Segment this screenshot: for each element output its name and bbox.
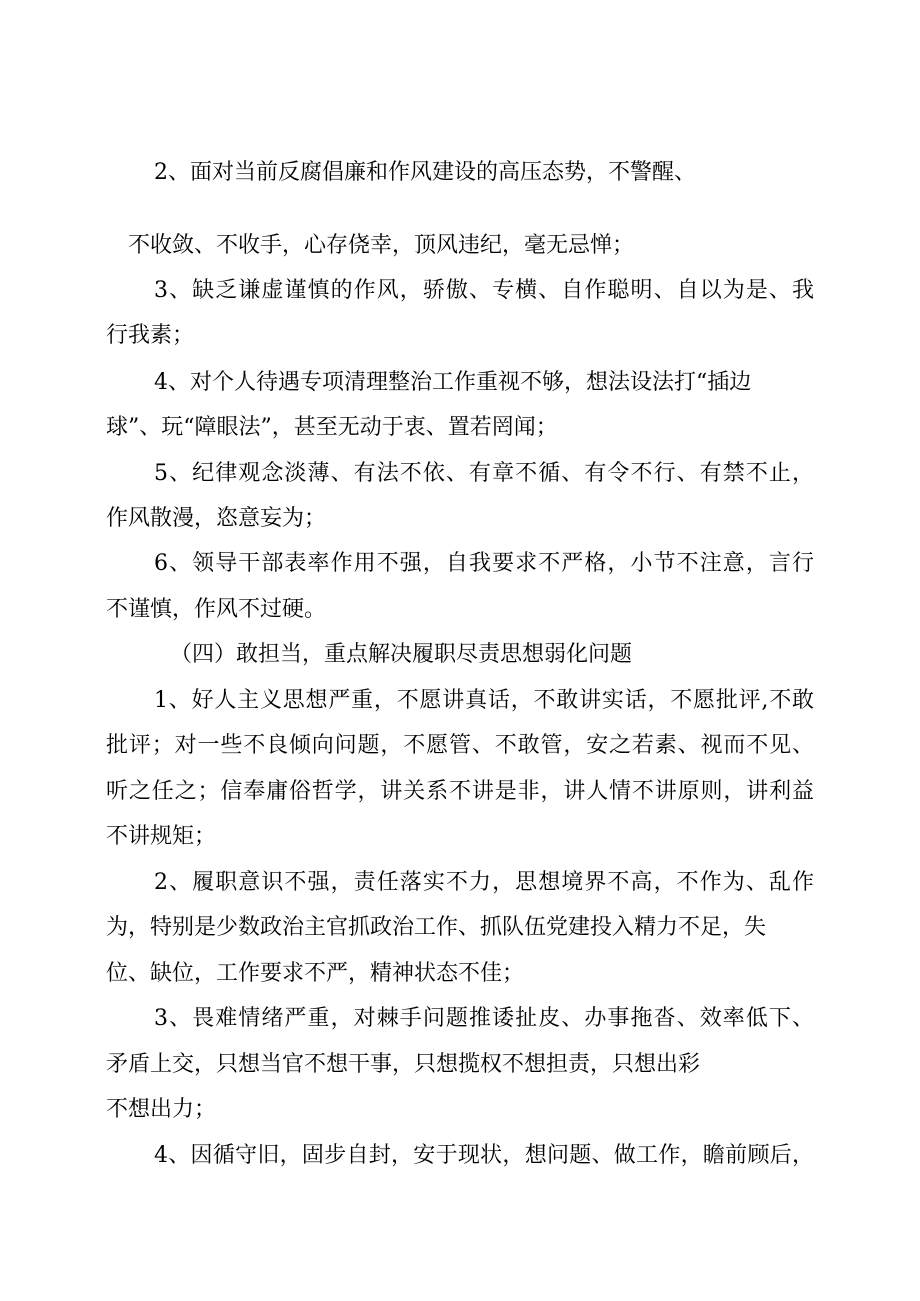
paragraph-6-line-1: 6、领导干部表率作用不强，自我要求不严格，小节不注意，言行 <box>154 551 814 576</box>
paragraph-3-line-2: 行我素； <box>106 323 195 348</box>
paragraph-5-line-2: 作风散漫，恣意妄为； <box>106 506 327 531</box>
paragraph-4-line-2: 球”、玩“障眼法”，甚至无动于衷、置若罔闻； <box>106 415 558 440</box>
item-2-line-1: 2、履职意识不强，责任落实不力，思想境界不高，不作为、乱作 <box>154 870 814 895</box>
paragraph-2-line-1: 2、面对当前反腐倡廉和作风建设的高压态势，不警醒、 <box>154 160 696 185</box>
paragraph-2-line-2: 不收敛、不收手，心存侥幸，顶风违纪，毫无忌惮； <box>128 233 635 258</box>
item-1-line-3: 听之任之；信奉庸俗哲学，讲关系不讲是非，讲人情不讲原则，讲利益 <box>106 779 814 804</box>
item-1-line-2: 批评；对一些不良倾向问题，不愿管、不敢管，安之若素、视而不见、 <box>106 733 814 758</box>
paragraph-6-line-2: 不谨慎，作风不过硬。 <box>106 597 327 622</box>
item-1-line-1: 1、好人主义思想严重，不愿讲真话，不敢讲实话，不愿批评,不敢 <box>154 688 814 713</box>
section-heading: （四）敢担当，重点解决履职尽责思想弱化问题 <box>170 642 633 667</box>
item-3-line-3: 不想出力； <box>106 1097 217 1122</box>
item-2-line-2: 为，特别是少数政治主官抓政治工作、抓队伍党建投入精力不足，失 <box>106 915 767 940</box>
paragraph-3-line-1: 3、缺乏谦虚谨慎的作风，骄傲、专横、自作聪明、自以为是、我 <box>154 278 814 303</box>
item-3-line-1: 3、畏难情绪严重，对棘手问题推诿扯皮、办事拖沓、效率低下、 <box>154 1006 814 1031</box>
paragraph-5-line-1: 5、纪律观念淡薄、有法不依、有章不循、有令不行、有禁不止， <box>154 461 814 486</box>
item-2-line-3: 位、缺位，工作要求不严，精神状态不佳； <box>106 961 525 986</box>
item-1-line-4: 不讲规矩； <box>106 824 217 849</box>
item-4-line-1: 4、因循守旧，固步自封，安于现状，想问题、做工作，瞻前顾后， <box>154 1143 814 1168</box>
item-3-line-2: 矛盾上交，只想当官不想干事，只想揽权不想担责，只想出彩 <box>106 1052 701 1077</box>
paragraph-4-line-1: 4、对个人待遇专项清理整治工作重视不够，想法设法打“插边 <box>154 370 752 395</box>
